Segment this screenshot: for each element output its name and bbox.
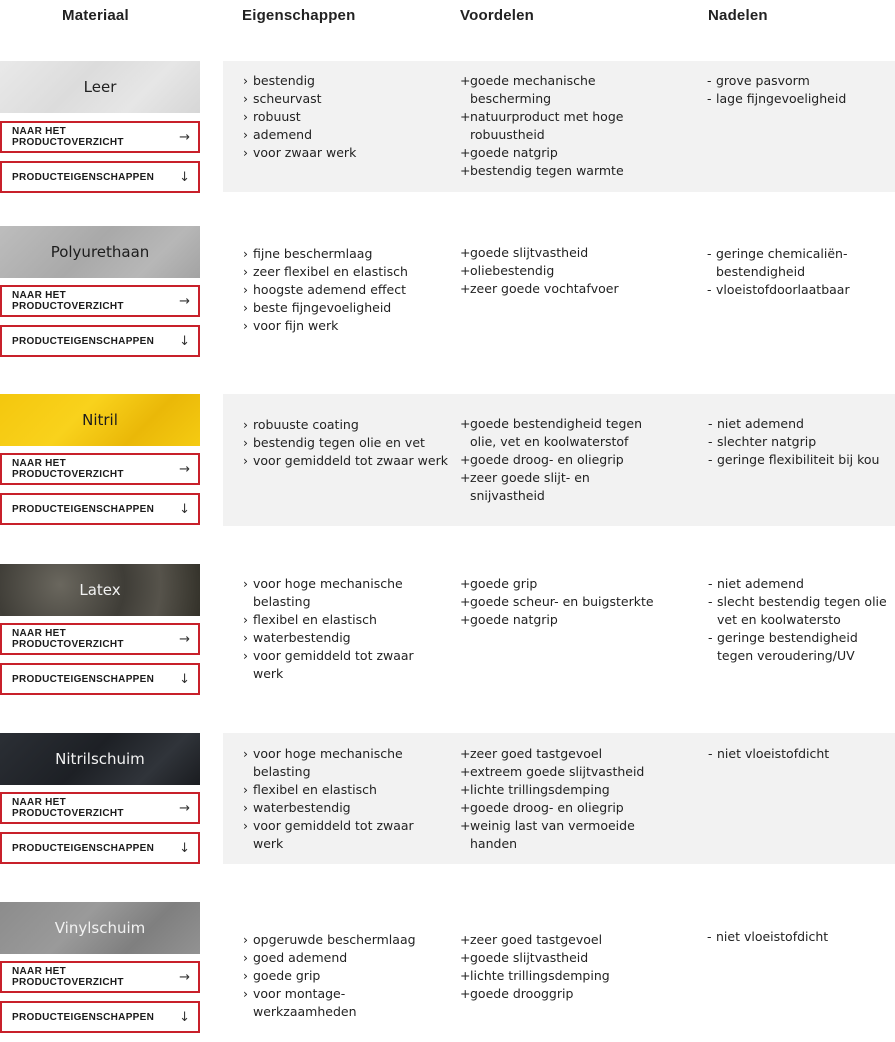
list-item: › voor gemiddeld tot zwaar werk xyxy=(243,818,414,851)
product-properties-button[interactable] xyxy=(0,1001,200,1033)
list-item: + goede slijtvastheid xyxy=(460,950,589,965)
list-item: + goede grip xyxy=(460,576,538,591)
product-overview-button[interactable] xyxy=(0,453,200,485)
material-name: Nitrilschuim xyxy=(55,750,145,768)
product-properties-button[interactable] xyxy=(0,161,200,193)
list-item: › fijne beschermlaag xyxy=(243,246,373,261)
material-swatch-latex xyxy=(0,564,200,616)
list-item: + zeer goede slijt- en snijvastheid xyxy=(460,470,590,503)
button-label: NAAR HET PRODUCTOVERZICHT xyxy=(12,290,124,312)
product-properties-button[interactable] xyxy=(0,832,200,864)
list-item: › goede grip xyxy=(243,968,321,983)
list-item: › flexibel en elastisch xyxy=(243,612,377,627)
list-item: - geringe chemicaliën-bestendigheid xyxy=(707,246,848,279)
list-item: › voor zwaar werk xyxy=(243,145,357,160)
arrow-down-icon: ↓ xyxy=(179,501,190,517)
arrow-right-icon: → xyxy=(179,631,190,647)
list-item: + goede slijtvastheid xyxy=(460,245,589,260)
material-swatch-vinylschuim xyxy=(0,902,200,954)
list-item: + goede natgrip xyxy=(460,145,558,160)
header-disadvantages: Nadelen xyxy=(708,7,768,24)
list-item: - niet vloeistofdicht xyxy=(707,929,829,944)
list-item: - geringe flexibiliteit bij kou xyxy=(708,452,880,467)
advantages-list xyxy=(460,745,665,853)
disadvantages-list xyxy=(708,415,888,469)
list-item: › bestendig tegen olie en vet xyxy=(243,435,425,450)
list-item: › goed ademend xyxy=(243,950,348,965)
advantages-list xyxy=(460,931,665,1003)
arrow-down-icon: ↓ xyxy=(179,333,190,349)
list-item: + bestendig tegen warmte xyxy=(460,163,624,178)
list-item: - niet vloeistofdicht xyxy=(708,746,830,761)
arrow-right-icon: → xyxy=(179,129,190,145)
product-overview-button[interactable] xyxy=(0,121,200,153)
header-advantages: Voordelen xyxy=(460,7,535,24)
properties-list xyxy=(243,416,453,470)
list-item: › voor fijn werk xyxy=(243,318,339,333)
product-overview-button[interactable] xyxy=(0,792,200,824)
list-item: › opgeruwde beschermlaag xyxy=(243,932,416,947)
arrow-right-icon: → xyxy=(179,800,190,816)
arrow-right-icon: → xyxy=(179,293,190,309)
properties-list xyxy=(243,575,423,683)
list-item: - slecht bestendig tegen olie vet en koolwatersto xyxy=(708,594,887,627)
list-item: › hoogste ademend effect xyxy=(243,282,406,297)
list-item: › beste fijngevoeligheid xyxy=(243,300,392,315)
list-item: - niet ademend xyxy=(708,576,804,591)
disadvantages-list xyxy=(708,575,895,665)
product-properties-button[interactable] xyxy=(0,493,200,525)
properties-list xyxy=(243,745,423,853)
button-label: PRODUCTEIGENSCHAPPEN xyxy=(12,335,155,347)
properties-list xyxy=(243,931,433,1021)
product-properties-button[interactable] xyxy=(0,325,200,357)
header-properties: Eigenschappen xyxy=(242,7,356,24)
list-item: - geringe bestendigheid tegen veroudering/UV xyxy=(708,630,858,663)
arrow-down-icon: ↓ xyxy=(179,169,190,185)
list-item: › robuuste coating xyxy=(243,417,359,432)
material-name: Vinylschuim xyxy=(54,919,146,937)
material-name: Leer xyxy=(83,78,117,96)
list-item: - lage fijngevoeligheid xyxy=(707,91,847,106)
arrow-down-icon: ↓ xyxy=(179,840,190,856)
button-label: NAAR HET PRODUCTOVERZICHT xyxy=(12,458,124,480)
list-item: › ademend xyxy=(243,127,313,142)
list-item: - niet ademend xyxy=(708,416,804,431)
material-name: Polyurethaan xyxy=(50,243,150,261)
list-item: › voor gemiddeld tot zwaar werk xyxy=(243,453,448,468)
disadvantages-list xyxy=(708,745,893,763)
list-item: + lichte trillingsdemping xyxy=(460,968,610,983)
list-item: + goede droog- en oliegrip xyxy=(460,800,624,815)
advantages-list xyxy=(460,575,675,629)
button-label: PRODUCTEIGENSCHAPPEN xyxy=(12,1011,155,1023)
properties-list xyxy=(243,72,453,162)
list-item: › waterbestendig xyxy=(243,800,351,815)
button-label: NAAR HET PRODUCTOVERZICHT xyxy=(12,797,124,819)
disadvantages-list xyxy=(707,245,892,299)
list-item: - vloeistofdoorlaatbaar xyxy=(707,282,850,297)
list-item: › zeer flexibel en elastisch xyxy=(243,264,408,279)
button-label: PRODUCTEIGENSCHAPPEN xyxy=(12,673,155,685)
list-item: + goede natgrip xyxy=(460,612,558,627)
list-item: › robuust xyxy=(243,109,301,124)
button-label: PRODUCTEIGENSCHAPPEN xyxy=(12,171,155,183)
list-item: - slechter natgrip xyxy=(708,434,817,449)
list-item: › voor montage-werkzaamheden xyxy=(243,986,357,1019)
arrow-down-icon: ↓ xyxy=(179,671,190,687)
material-swatch-nitrilschuim xyxy=(0,733,200,785)
arrow-right-icon: → xyxy=(179,461,190,477)
list-item: + goede droog- en oliegrip xyxy=(460,452,624,467)
material-name: Latex xyxy=(79,581,121,599)
button-label: NAAR HET PRODUCTOVERZICHT xyxy=(12,126,124,148)
list-item: + natuurproduct met hoge robuustheid xyxy=(460,109,624,142)
list-item: › flexibel en elastisch xyxy=(243,782,377,797)
button-label: NAAR HET PRODUCTOVERZICHT xyxy=(12,966,124,988)
material-name: Nitril xyxy=(82,411,118,429)
product-overview-button[interactable] xyxy=(0,961,200,993)
disadvantages-list xyxy=(707,928,892,946)
list-item: + goede mechanische bescherming xyxy=(460,73,596,106)
list-item: + goede scheur- en buigsterkte xyxy=(460,594,654,609)
list-item: › bestendig xyxy=(243,73,315,88)
list-item: + oliebestendig xyxy=(460,263,555,278)
disadvantages-list xyxy=(707,72,892,108)
product-overview-button[interactable] xyxy=(0,623,200,655)
product-overview-button[interactable] xyxy=(0,285,200,317)
list-item: › voor hoge mechanische belasting xyxy=(243,746,403,779)
material-swatch-nitril xyxy=(0,394,200,446)
advantages-list xyxy=(460,244,665,298)
material-swatch-leer xyxy=(0,61,200,113)
list-item: › voor gemiddeld tot zwaar werk xyxy=(243,648,414,681)
list-item: + goede drooggrip xyxy=(460,986,574,1001)
list-item: + weinig last van vermoeide handen xyxy=(460,818,635,851)
arrow-right-icon: → xyxy=(179,969,190,985)
list-item: › scheurvast xyxy=(243,91,322,106)
list-item: + zeer goed tastgevoel xyxy=(460,746,603,761)
arrow-down-icon: ↓ xyxy=(179,1009,190,1025)
properties-list xyxy=(243,245,453,335)
button-label: NAAR HET PRODUCTOVERZICHT xyxy=(12,628,124,650)
list-item: + zeer goed tastgevoel xyxy=(460,932,603,947)
advantages-list xyxy=(460,415,665,505)
list-item: › voor hoge mechanische belasting xyxy=(243,576,403,609)
list-item: + goede bestendigheid tegen olie, vet en koolwaterstof xyxy=(460,416,642,449)
list-item: + extreem goede slijtvastheid xyxy=(460,764,645,779)
material-swatch-polyurethaan xyxy=(0,226,200,278)
button-label: PRODUCTEIGENSCHAPPEN xyxy=(12,503,155,515)
header-material: Materiaal xyxy=(62,7,129,24)
advantages-list xyxy=(460,72,665,180)
button-label: PRODUCTEIGENSCHAPPEN xyxy=(12,842,155,854)
list-item: › waterbestendig xyxy=(243,630,351,645)
list-item: - grove pasvorm xyxy=(707,73,810,88)
list-item: + zeer goede vochtafvoer xyxy=(460,281,619,296)
list-item: + lichte trillingsdemping xyxy=(460,782,610,797)
product-properties-button[interactable] xyxy=(0,663,200,695)
